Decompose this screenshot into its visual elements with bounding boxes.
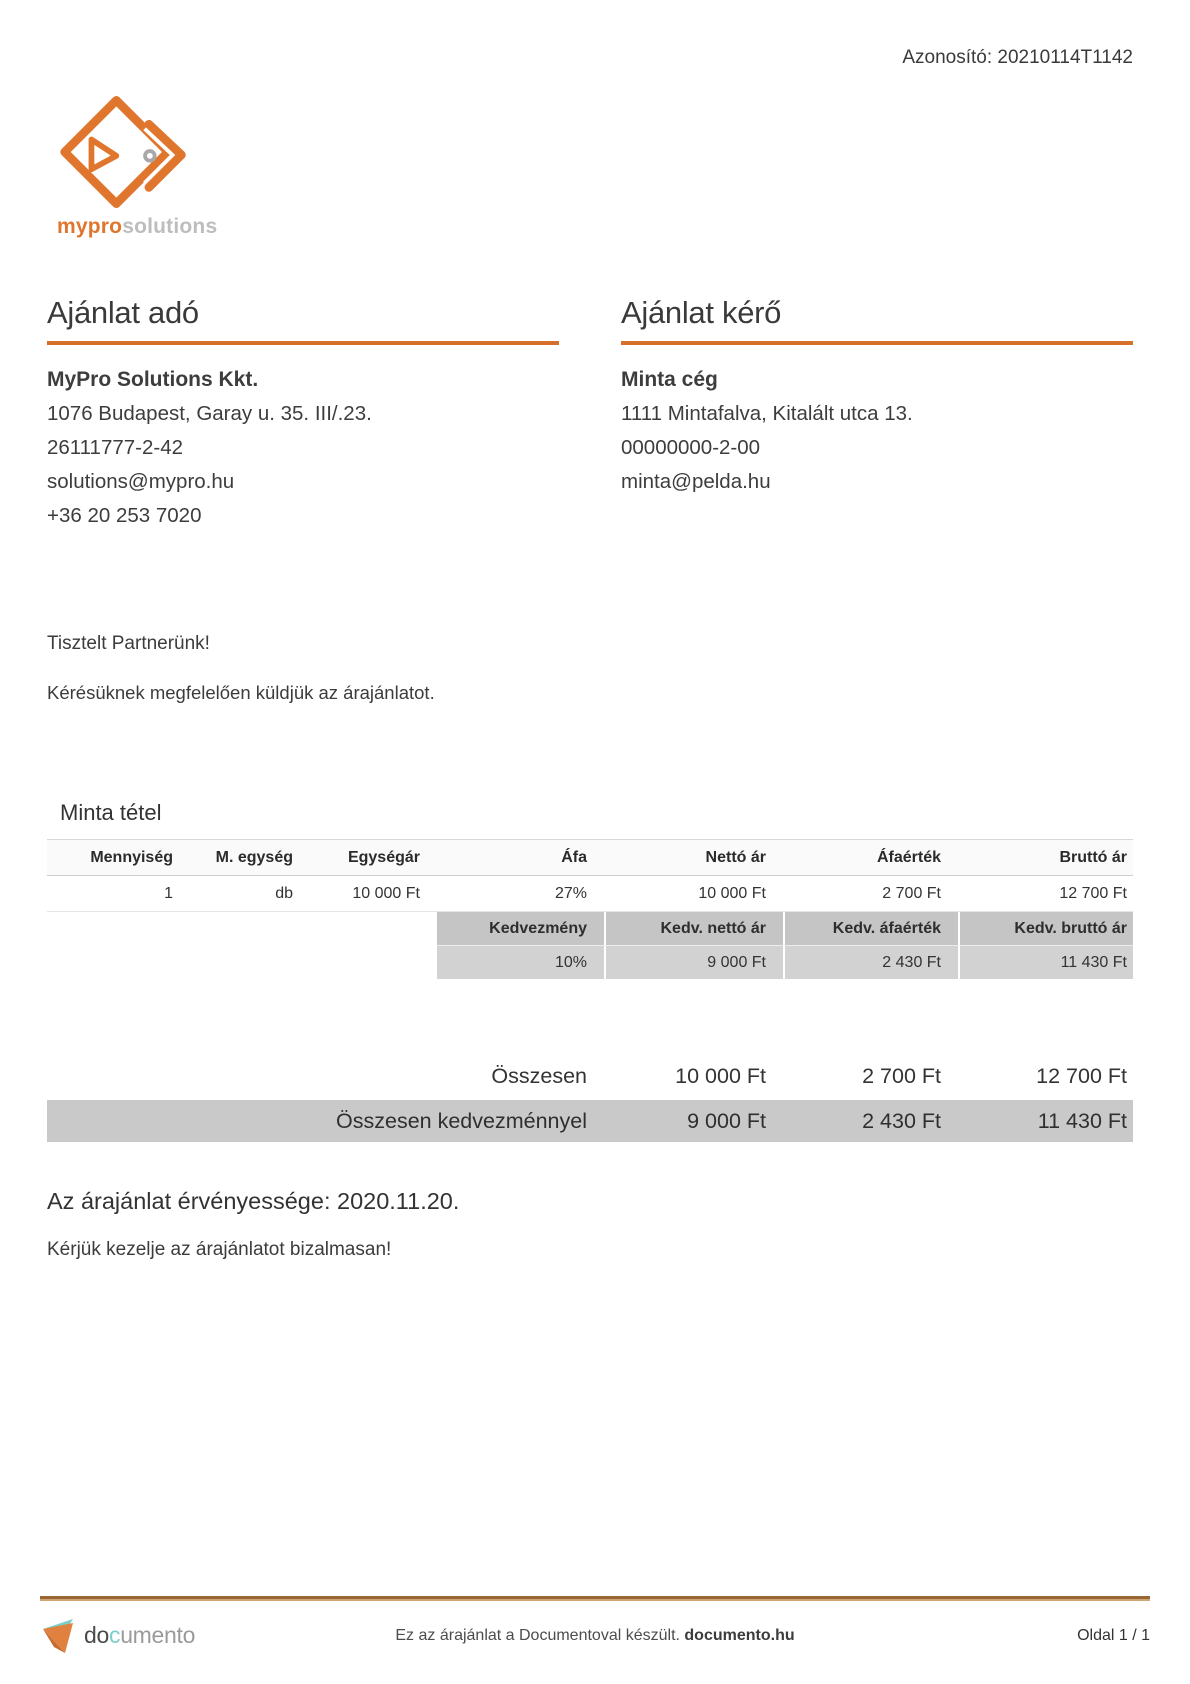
total-discount-label: Összesen kedvezménnyel: [336, 1108, 587, 1133]
greeting-body: Kérésüknek megfelelően küldjük az árajánlatot.: [47, 682, 435, 703]
total-gross: 12 700 Ft: [1036, 1063, 1127, 1088]
document-id: Azonosító: 20210114T1142: [902, 47, 1133, 68]
item-net-price: 10 000 Ft: [604, 876, 783, 912]
total-row: [47, 1057, 1133, 1095]
items-header-row: [47, 839, 1133, 876]
total-vat: 2 700 Ft: [862, 1063, 941, 1088]
col-discount-vat: Kedv. áfaérték: [783, 912, 958, 946]
discount-header-row: [47, 912, 1133, 946]
item-unit: db: [190, 876, 310, 912]
salutation: Tisztelt Partnerünk!: [47, 633, 210, 654]
issuer-address: 1076 Budapest, Garay u. 35. III/.23.: [47, 402, 372, 425]
discount-row: [47, 946, 1133, 979]
col-discount-gross: Kedv. bruttó ár: [958, 912, 1133, 946]
item-quantity: 1: [47, 876, 190, 912]
greeting-section: [47, 633, 1133, 704]
item-vat-value: 2 700 Ft: [783, 876, 958, 912]
discount-vat: 2 430 Ft: [783, 946, 958, 979]
items-table: [47, 839, 1133, 979]
confidentiality-note: Kérjük kezelje az árajánlatot bizalmasan!: [47, 1239, 392, 1260]
issuer-email: solutions@mypro.hu: [47, 470, 235, 493]
total-discount-vat: 2 430 Ft: [862, 1108, 941, 1133]
requester-email: minta@pelda.hu: [621, 470, 771, 493]
col-unit: M. egység: [190, 839, 310, 876]
issuer-block: [47, 295, 559, 533]
parties-section: [47, 295, 1133, 533]
item-vat: 27%: [437, 876, 604, 912]
requester-tax-number: 00000000-2-00: [621, 436, 761, 459]
issuer-name: MyPro Solutions Kkt.: [47, 368, 259, 391]
item-title: Minta tétel: [60, 800, 162, 825]
total-net: 10 000 Ft: [675, 1063, 766, 1088]
documento-logo: [40, 1617, 270, 1655]
total-discount-gross: 11 430 Ft: [1037, 1108, 1127, 1133]
total-discount-row: [47, 1100, 1133, 1142]
col-unit-price: Egységár: [310, 839, 437, 876]
col-discount-net: Kedv. nettó ár: [604, 912, 783, 946]
documento-logo-wordmark: documento: [84, 1622, 196, 1648]
total-discount-net: 9 000 Ft: [687, 1108, 766, 1133]
col-gross-price: Bruttó ár: [958, 839, 1133, 876]
requester-rule: [621, 341, 1133, 345]
item-unit-price: 10 000 Ft: [310, 876, 437, 912]
item-gross-price: 12 700 Ft: [958, 876, 1133, 912]
discount-net: 9 000 Ft: [604, 946, 783, 979]
documento-logo-icon: [40, 1617, 76, 1655]
requester-block: [621, 295, 1133, 533]
mypro-logo-icon: [57, 91, 191, 213]
issuer-rule: [47, 341, 559, 345]
total-label: Összesen: [491, 1063, 587, 1088]
col-vat: Áfa: [437, 839, 604, 876]
item-row: [47, 876, 1133, 912]
discount-gross: 11 430 Ft: [958, 946, 1133, 979]
requester-heading: Ajánlat kérő: [621, 295, 782, 330]
issuer-phone: +36 20 253 7020: [47, 504, 202, 527]
validity-section: [47, 1188, 1133, 1261]
documento-link[interactable]: documento.hu: [684, 1626, 795, 1644]
requester-name: Minta cég: [621, 368, 718, 391]
footer: [40, 1596, 1150, 1655]
col-vat-value: Áfaérték: [783, 839, 958, 876]
page-number: Oldal 1 / 1: [1077, 1626, 1150, 1644]
col-quantity: Mennyiség: [47, 839, 190, 876]
col-net-price: Nettó ár: [604, 839, 783, 876]
mypro-logo-wordmark: myprosolutions: [57, 215, 218, 238]
mypro-logo: [57, 91, 218, 239]
totals-section: [47, 1057, 1133, 1142]
issuer-heading: Ajánlat adó: [47, 295, 199, 330]
requester-address: 1111 Mintafalva, Kitalált utca 13.: [621, 402, 913, 425]
validity-heading: Az árajánlat érvényessége: 2020.11.20.: [47, 1188, 460, 1214]
footer-credit: Ez az árajánlat a Documentoval készült. documento.hu: [395, 1626, 795, 1644]
issuer-tax-number: 26111777-2-42: [47, 436, 184, 459]
items-section: [47, 800, 1133, 979]
discount-percent: 10%: [437, 946, 604, 979]
col-discount: Kedvezmény: [437, 912, 604, 946]
